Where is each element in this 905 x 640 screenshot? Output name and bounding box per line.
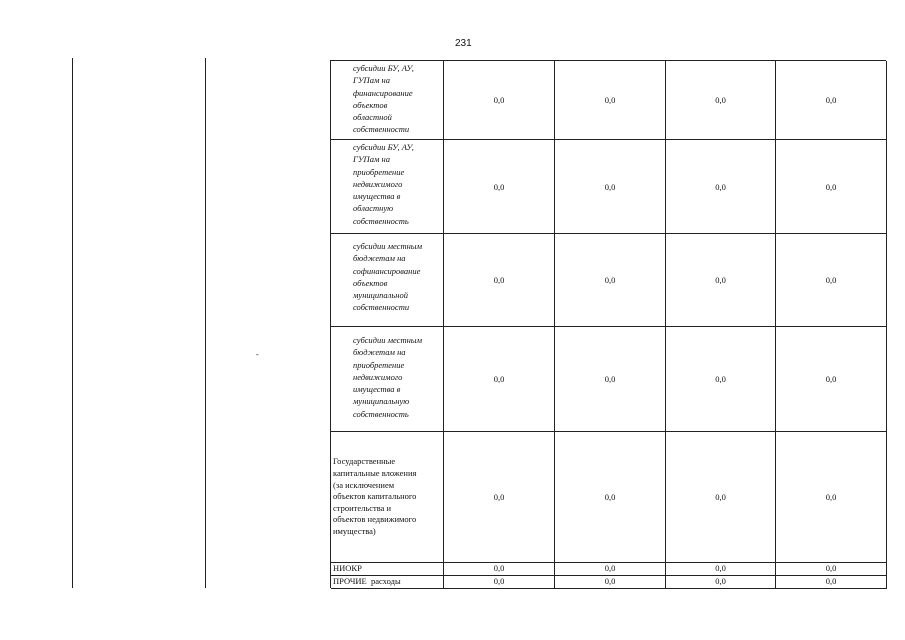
table-cell: 0,0 <box>555 576 666 589</box>
table-cell: 0,0 <box>555 563 666 576</box>
row-label: НИОКР <box>331 563 444 576</box>
table-cell: 0,0 <box>444 327 555 432</box>
budget-table <box>330 60 886 588</box>
table-cell: 0,0 <box>444 576 555 589</box>
table-cell: 0,0 <box>444 140 555 234</box>
table-cell: 0,0 <box>666 563 776 576</box>
table-cell: 0,0 <box>444 61 555 140</box>
table-cell: 0,0 <box>776 563 887 576</box>
row-label: субсидии местным бюджетам на софинансирование объектов муниципальной собственности <box>331 234 444 327</box>
table-cell: 0,0 <box>555 234 666 327</box>
row-label: субсидии БУ, АУ, ГУПам на приобретение недвижимого имущества в областную собственность <box>331 140 444 234</box>
table-cell: 0,0 <box>776 432 887 563</box>
table-cell: 0,0 <box>666 140 776 234</box>
table-cell: 0,0 <box>666 327 776 432</box>
table-cell: 0,0 <box>444 234 555 327</box>
table-cell: 0,0 <box>555 432 666 563</box>
table-cell: 0,0 <box>666 61 776 140</box>
table-cell: 0,0 <box>666 432 776 563</box>
table-cell: 0,0 <box>666 576 776 589</box>
row-label: Государственные капитальные вложения (за исключением объектов капитального строительства и объектов недвижимого имущества) <box>331 432 444 563</box>
scan-mark: - <box>256 350 259 359</box>
row-label: ПРОЧИЕ расходы <box>331 576 444 589</box>
table-cell: 0,0 <box>776 140 887 234</box>
table-cell: 0,0 <box>444 432 555 563</box>
table-cell: 0,0 <box>776 327 887 432</box>
row-label: субсидии БУ, АУ, ГУПам на финансирование объектов областной собственности <box>331 61 444 140</box>
left-border-line-2 <box>205 58 206 588</box>
table-cell: 0,0 <box>776 234 887 327</box>
table-cell: 0,0 <box>776 61 887 140</box>
table-cell: 0,0 <box>444 563 555 576</box>
page-number: 231 <box>455 38 472 49</box>
table-cell: 0,0 <box>555 61 666 140</box>
left-border-line-1 <box>72 58 73 588</box>
table-cell: 0,0 <box>666 234 776 327</box>
row-label: субсидии местным бюджетам на приобретение недвижимого имущества в муниципальную собственность <box>331 327 444 432</box>
table-cell: 0,0 <box>776 576 887 589</box>
table-cell: 0,0 <box>555 327 666 432</box>
table-cell: 0,0 <box>555 140 666 234</box>
